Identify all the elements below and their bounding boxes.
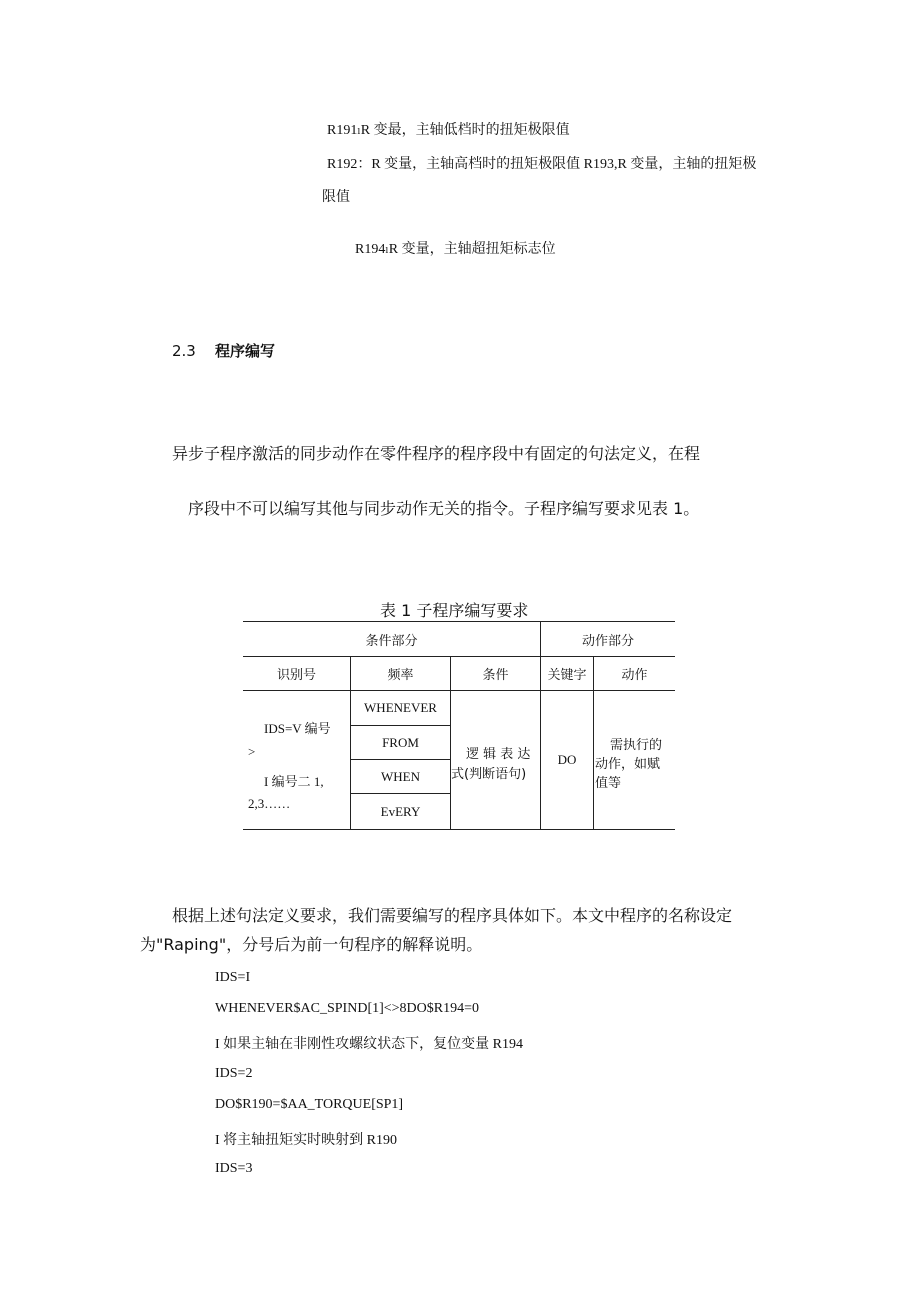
code-line: IDS=3 [215,1161,253,1176]
col-header-action: 动作 [621,668,648,683]
var-r194-line: R194ₗR 变量，主轴超扭矩标志位 [355,242,556,257]
code-comment: I 将主轴扭矩实时映射到 R190 [215,1133,397,1148]
table-caption: 表 1 子程序编写要求 [380,601,529,620]
paragraph-1-line-2: 序段中不可以编写其他与同步动作无关的指令。子程序编写要求见表 1。 [188,499,700,518]
freq-cell-whenever: WHENEVER [364,700,437,715]
condition-cell-line-1: 逻 辑 表 达 [466,747,531,762]
col-header-frequency: 频率 [387,668,414,683]
id-cell-line-2: > [248,744,256,759]
col-header-id: 识别号 [276,668,316,683]
group-header-condition: 条件部分 [365,633,418,649]
action-cell-line-2: 动作，如赋 [595,757,661,772]
code-line: IDS=I [215,970,251,985]
paragraph-2-line-1: 根据上述句法定义要求，我们需要编写的程序具体如下。本文中程序的名称设定 [172,906,733,925]
col-header-condition: 条件 [482,668,509,683]
paragraph-1-line-1: 异步子程序激活的同步动作在零件程序的程序段中有固定的句法定义，在程 [172,444,701,463]
keyword-cell: DO [557,752,577,767]
action-cell-line-3: 值等 [595,776,622,791]
freq-cell-when: WHEN [381,768,420,784]
section-heading [172,340,275,361]
id-cell-line-1: IDS=V 编号 [264,721,331,736]
id-cell-line-4: 2,3…… [248,796,291,811]
action-cell-line-1: 需执行的 [610,738,663,753]
code-line: DO$R190=$AA_TORQUE[SP1] [215,1097,404,1112]
paragraph-2-line-2: 为"Raping"，分号后为前一句程序的解释说明。 [140,935,483,954]
code-line: IDS=2 [215,1066,253,1081]
freq-cell-from: FROM [382,734,419,750]
code-line: WHENEVER$AC_SPIND[1]<>8DO$R194=0 [215,1001,480,1016]
group-header-action: 动作部分 [581,633,634,649]
freq-cell-every: EvERY [380,803,421,819]
section-number: 2.3 [172,342,196,360]
var-r192-line: R192：R 变量，主轴高档时的扭矩极限值 R193,R 变量，主轴的扭矩极 [327,157,757,172]
var-r192-line-cont: 限值 [322,190,350,205]
condition-cell-line-2: 式(判断语句) [451,767,527,782]
var-r191-line: R191ₗR 变最，主轴低档时的扭矩极限值 [327,123,570,138]
col-header-keyword: 关键字 [547,668,587,683]
section-title: 程序编写 [214,342,275,360]
code-comment: I 如果主轴在非刚性攻螺纹状态下，复位变量 R194 [215,1037,523,1052]
id-cell-line-3: I 编号二 1, [264,774,324,789]
